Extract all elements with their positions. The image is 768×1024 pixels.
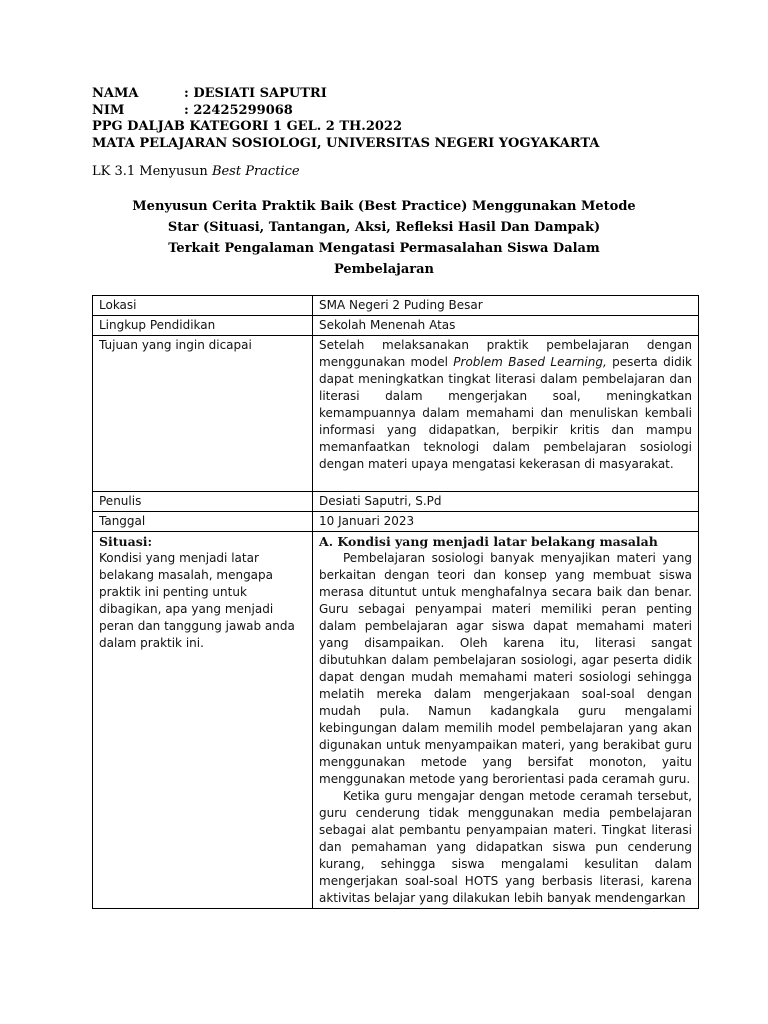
title-line-4: Pembelajaran <box>333 262 435 277</box>
penulis-value: Desiati Saputri, S.Pd <box>313 492 699 512</box>
title-line-3: Terkait Pengalaman Mengatasi Permasalahan Siswa Dalam <box>168 241 600 256</box>
identity-header <box>92 86 692 152</box>
penulis-label: Penulis <box>93 492 313 512</box>
tanggal-label: Tanggal <box>93 512 313 532</box>
table-row <box>93 492 699 512</box>
situasi-label: Situasi: <box>99 534 153 549</box>
situasi-description: Kondisi yang menjadi latar belakang masalah, mengapa praktik ini penting untuk dibagikan, apa yang menjadi peran dan tanggung jawab anda dalam praktik ini. <box>99 551 295 650</box>
situasi-paragraph-1: Pembelajaran sosiologi banyak menyajikan materi yang berkaitan dengan teori dan konsep yang membuat siswa merasa dituntut untuk menghafalnya secara baik dan benar. Guru sebagai penyampai materi memiliki peran penting dalam pembelajaran agar siswa dapat memahami materi yang disampaikan. Oleh karena itu, literasi sangat dibutuhkan dalam pembelajaran sosiologi, agar peserta didik dapat dengan mudah memahami materi sosiologi sehingga melatih mereka dalam mengerjakaan soal-soal dengan mudah pula. Namun kadangkala guru mengalami kebingungan dalam memilih model pembelajaran yang akan digunakan untuk menyampaikan materi, yang berakibat guru menggunakan metode yang bersifat monoton, yaitu menggunakan metode yang berorientasi pada ceramah guru. <box>319 551 692 786</box>
tujuan-value <box>313 336 699 492</box>
table-row <box>93 316 699 336</box>
situasi-paragraph-2: Ketika guru mengajar dengan metode ceramah tersebut, guru cenderung tidak menggunakan media pembelajaran sebagai alat pembantu penyampaian materi. Tingkat literasi dan pemahaman yang didapatkan siswa pun cenderung kurang, sehingga siswa mengalami kesulitan dalam mengerjakan soal-soal HOTS yang berbasis literasi, karena aktivitas belajar yang dilakukan lebih banyak mendengarkan <box>319 789 692 905</box>
title-line-2: Star (Situasi, Tantangan, Aksi, Refleksi Hasil Dan Dampak) <box>167 220 601 235</box>
situasi-content <box>313 532 699 909</box>
lokasi-label: Lokasi <box>93 296 313 316</box>
table-row <box>93 336 699 492</box>
nim-key: NIM <box>92 102 125 118</box>
lingkup-value: Sekolah Menenah Atas <box>313 316 699 336</box>
subject-line: MATA PELAJARAN SOSIOLOGI, UNIVERSITAS NEGERI YOGYAKARTA <box>92 135 600 151</box>
lokasi-value: SMA Negeri 2 Puding Besar <box>313 296 699 316</box>
name-key: NAMA <box>92 86 139 101</box>
title-line-1: Menyusun Cerita Praktik Baik (Best Practice) Menggunakan Metode <box>132 199 636 214</box>
situasi-cell <box>93 532 313 909</box>
nim-value: : 22425299068 <box>184 102 293 118</box>
name-line <box>92 86 692 103</box>
tujuan-pre: Setelah melaksanakan praktik pembelajaran dengan menggunakan model <box>319 338 692 369</box>
program-line: PPG DALJAB KATEGORI 1 GEL. 2 TH.2022 <box>92 119 403 134</box>
lk-heading <box>92 164 300 180</box>
table-row <box>93 296 699 316</box>
table-row <box>93 532 699 909</box>
tujuan-post: peserta didik dapat meningkatkan tingkat literasi dalam pembelajaran dan literasi dalam mengerjakan soal, meningkatkan kemampuannya dalam memahami dan menuliskan kembali informasi yang didapatkan, berpikir kritis dan mampu memanfaatkan teknologi dalam pembelajaran sosiologi dengan materi upaya mengatasi kekerasan di masyarakat. <box>319 355 692 471</box>
table-row <box>93 512 699 532</box>
lingkup-label: Lingkup Pendidikan <box>93 316 313 336</box>
document-title <box>92 196 676 280</box>
name-value: : DESIATI SAPUTRI <box>184 86 327 101</box>
nim-line <box>92 103 692 120</box>
best-practice-table <box>92 295 699 909</box>
lk-prefix: LK 3.1 Menyusun <box>92 164 212 179</box>
tujuan-italic: Problem Based Learning, <box>453 355 607 369</box>
tujuan-label: Tujuan yang ingin dicapai <box>93 336 313 492</box>
tanggal-value: 10 Januari 2023 <box>313 512 699 532</box>
section-a-heading: A. Kondisi yang menjadi latar belakang masalah <box>319 534 658 549</box>
lk-italic: Best Practice <box>211 164 300 179</box>
